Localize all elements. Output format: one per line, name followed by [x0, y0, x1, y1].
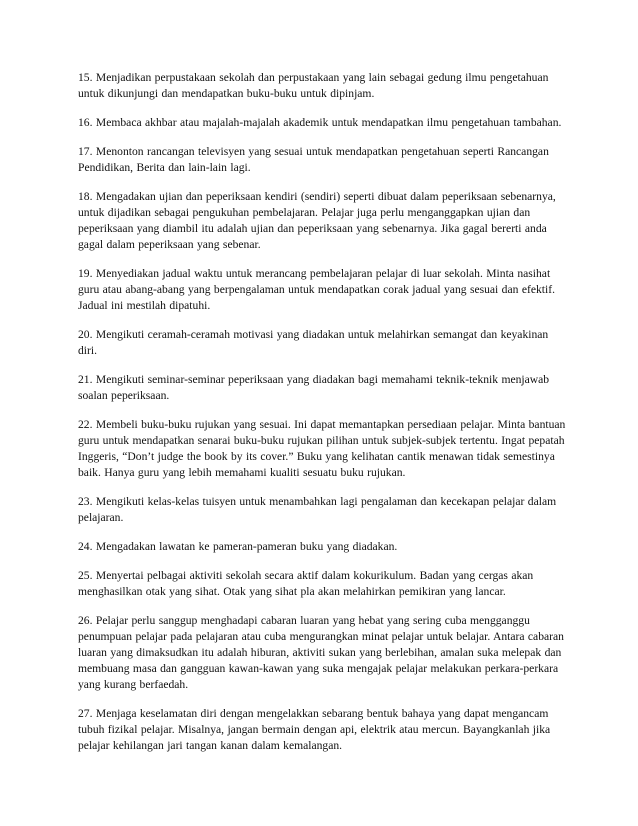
item-number: 22. [78, 418, 93, 431]
item-number: 24. [78, 540, 93, 553]
list-item-17 [78, 144, 566, 176]
item-number: 18. [78, 190, 93, 203]
item-text: Menjadikan perpustakaan sekolah dan perpustakaan yang lain sebagai gedung ilmu pengetahuan untuk dikunjungi dan mendapatkan buku-buku untuk dipinjam. [78, 71, 549, 100]
item-number: 19. [78, 267, 93, 280]
item-number: 15. [78, 71, 93, 84]
item-number: 23. [78, 495, 93, 508]
list-item-21 [78, 372, 566, 404]
list-item-27 [78, 706, 566, 754]
list-item-18 [78, 189, 566, 253]
item-number: 16. [78, 116, 93, 129]
item-number: 27. [78, 707, 93, 720]
item-number: 17. [78, 145, 93, 158]
list-item-22 [78, 417, 566, 481]
item-text: Menyediakan jadual waktu untuk merancang pembelajaran pelajar di luar sekolah. Minta nasihat guru atau abang-abang yang berpengalaman untuk mendapatkan corak jadual yang sesuai dan efektif. Jadual ini mestilah dipatuhi. [78, 267, 555, 312]
item-text: Membeli buku-buku rujukan yang sesuai. Ini dapat memantapkan persediaan pelajar. Minta bantuan guru untuk mendapatkan senarai buku-buku rujukan pilihan untuk subjek-subjek tertentu. Ingat pepatah Inggeris, “Don’t judge the book by its cover.” Buku yang kelihatan cantik menawan tidak semestinya baik. Hanya guru yang lebih memahami kualiti sesuatu buku rujukan. [78, 418, 566, 479]
item-text: Mengikuti seminar-seminar peperiksaan yang diadakan bagi memahami teknik-teknik menjawab soalan peperiksaan. [78, 373, 550, 402]
item-number: 25. [78, 569, 93, 582]
item-text: Membaca akhbar atau majalah-majalah akademik untuk mendapatkan ilmu pengetahuan tambahan. [95, 116, 562, 129]
list-item-19 [78, 266, 566, 314]
list-item-26 [78, 613, 566, 693]
item-text: Menyertai pelbagai aktiviti sekolah secara aktif dalam kokurikulum. Badan yang cergas akan menghasilkan otak yang sihat. Otak yang sihat pla akan melahirkan pemikiran yang lancar. [78, 569, 534, 598]
item-text: Menjaga keselamatan diri dengan mengelakkan sebarang bentuk bahaya yang dapat mengancam tubuh fizikal pelajar. Misalnya, jangan bermain dengan api, elektrik atau mercun. Bayangkanlah jika pelajar kehilangan jari tangan kanan dalam kemalangan. [78, 707, 551, 752]
item-text: Mengadakan lawatan ke pameran-pameran buku yang diadakan. [95, 540, 398, 553]
item-text: Mengikuti kelas-kelas tuisyen untuk menambahkan lagi pengalaman dan kecekapan pelajar dalam pelajaran. [78, 495, 557, 524]
item-number: 26. [78, 614, 93, 627]
list-item-20 [78, 327, 566, 359]
list-item-24 [78, 539, 566, 555]
list-item-16 [78, 115, 566, 131]
item-text: Menonton rancangan televisyen yang sesuai untuk mendapatkan pengetahuan seperti Rancangan Pendidikan, Berita dan lain-lain lagi. [78, 145, 549, 174]
item-text: Pelajar perlu sanggup menghadapi cabaran luaran yang hebat yang sering cuba mengganggu penumpuan pelajar pada pelajaran atau cuba mengurangkan minat pelajar untuk belajar. Antara cabaran luaran yang dimaksudkan itu adalah hiburan, aktiviti sukan yang berlebihan, amalan suka melepak dan membuang masa dan gangguan kawan-kawan yang suka mengajak pelajar melakukan perkara-perkara yang kurang berfaedah. [78, 614, 564, 691]
item-text: Mengikuti ceramah-ceramah motivasi yang diadakan untuk melahirkan semangat dan keyakinan diri. [78, 328, 549, 357]
item-number: 21. [78, 373, 93, 386]
document-page [78, 70, 566, 754]
list-item-25 [78, 568, 566, 600]
list-item-15 [78, 70, 566, 102]
item-number: 20. [78, 328, 93, 341]
list-item-23 [78, 494, 566, 526]
item-text: Mengadakan ujian dan peperiksaan kendiri (sendiri) seperti dibuat dalam peperiksaan sebenarnya, untuk dijadikan sebagai pengukuhan pembelajaran. Pelajar juga perlu menganggapkan ujian dan peperiksaan yang diambil itu adalah ujian dan peperiksaan yang sebenarnya. Jika gagal bererti anda gagal dalam peperiksaan yang sebenar. [78, 190, 556, 251]
